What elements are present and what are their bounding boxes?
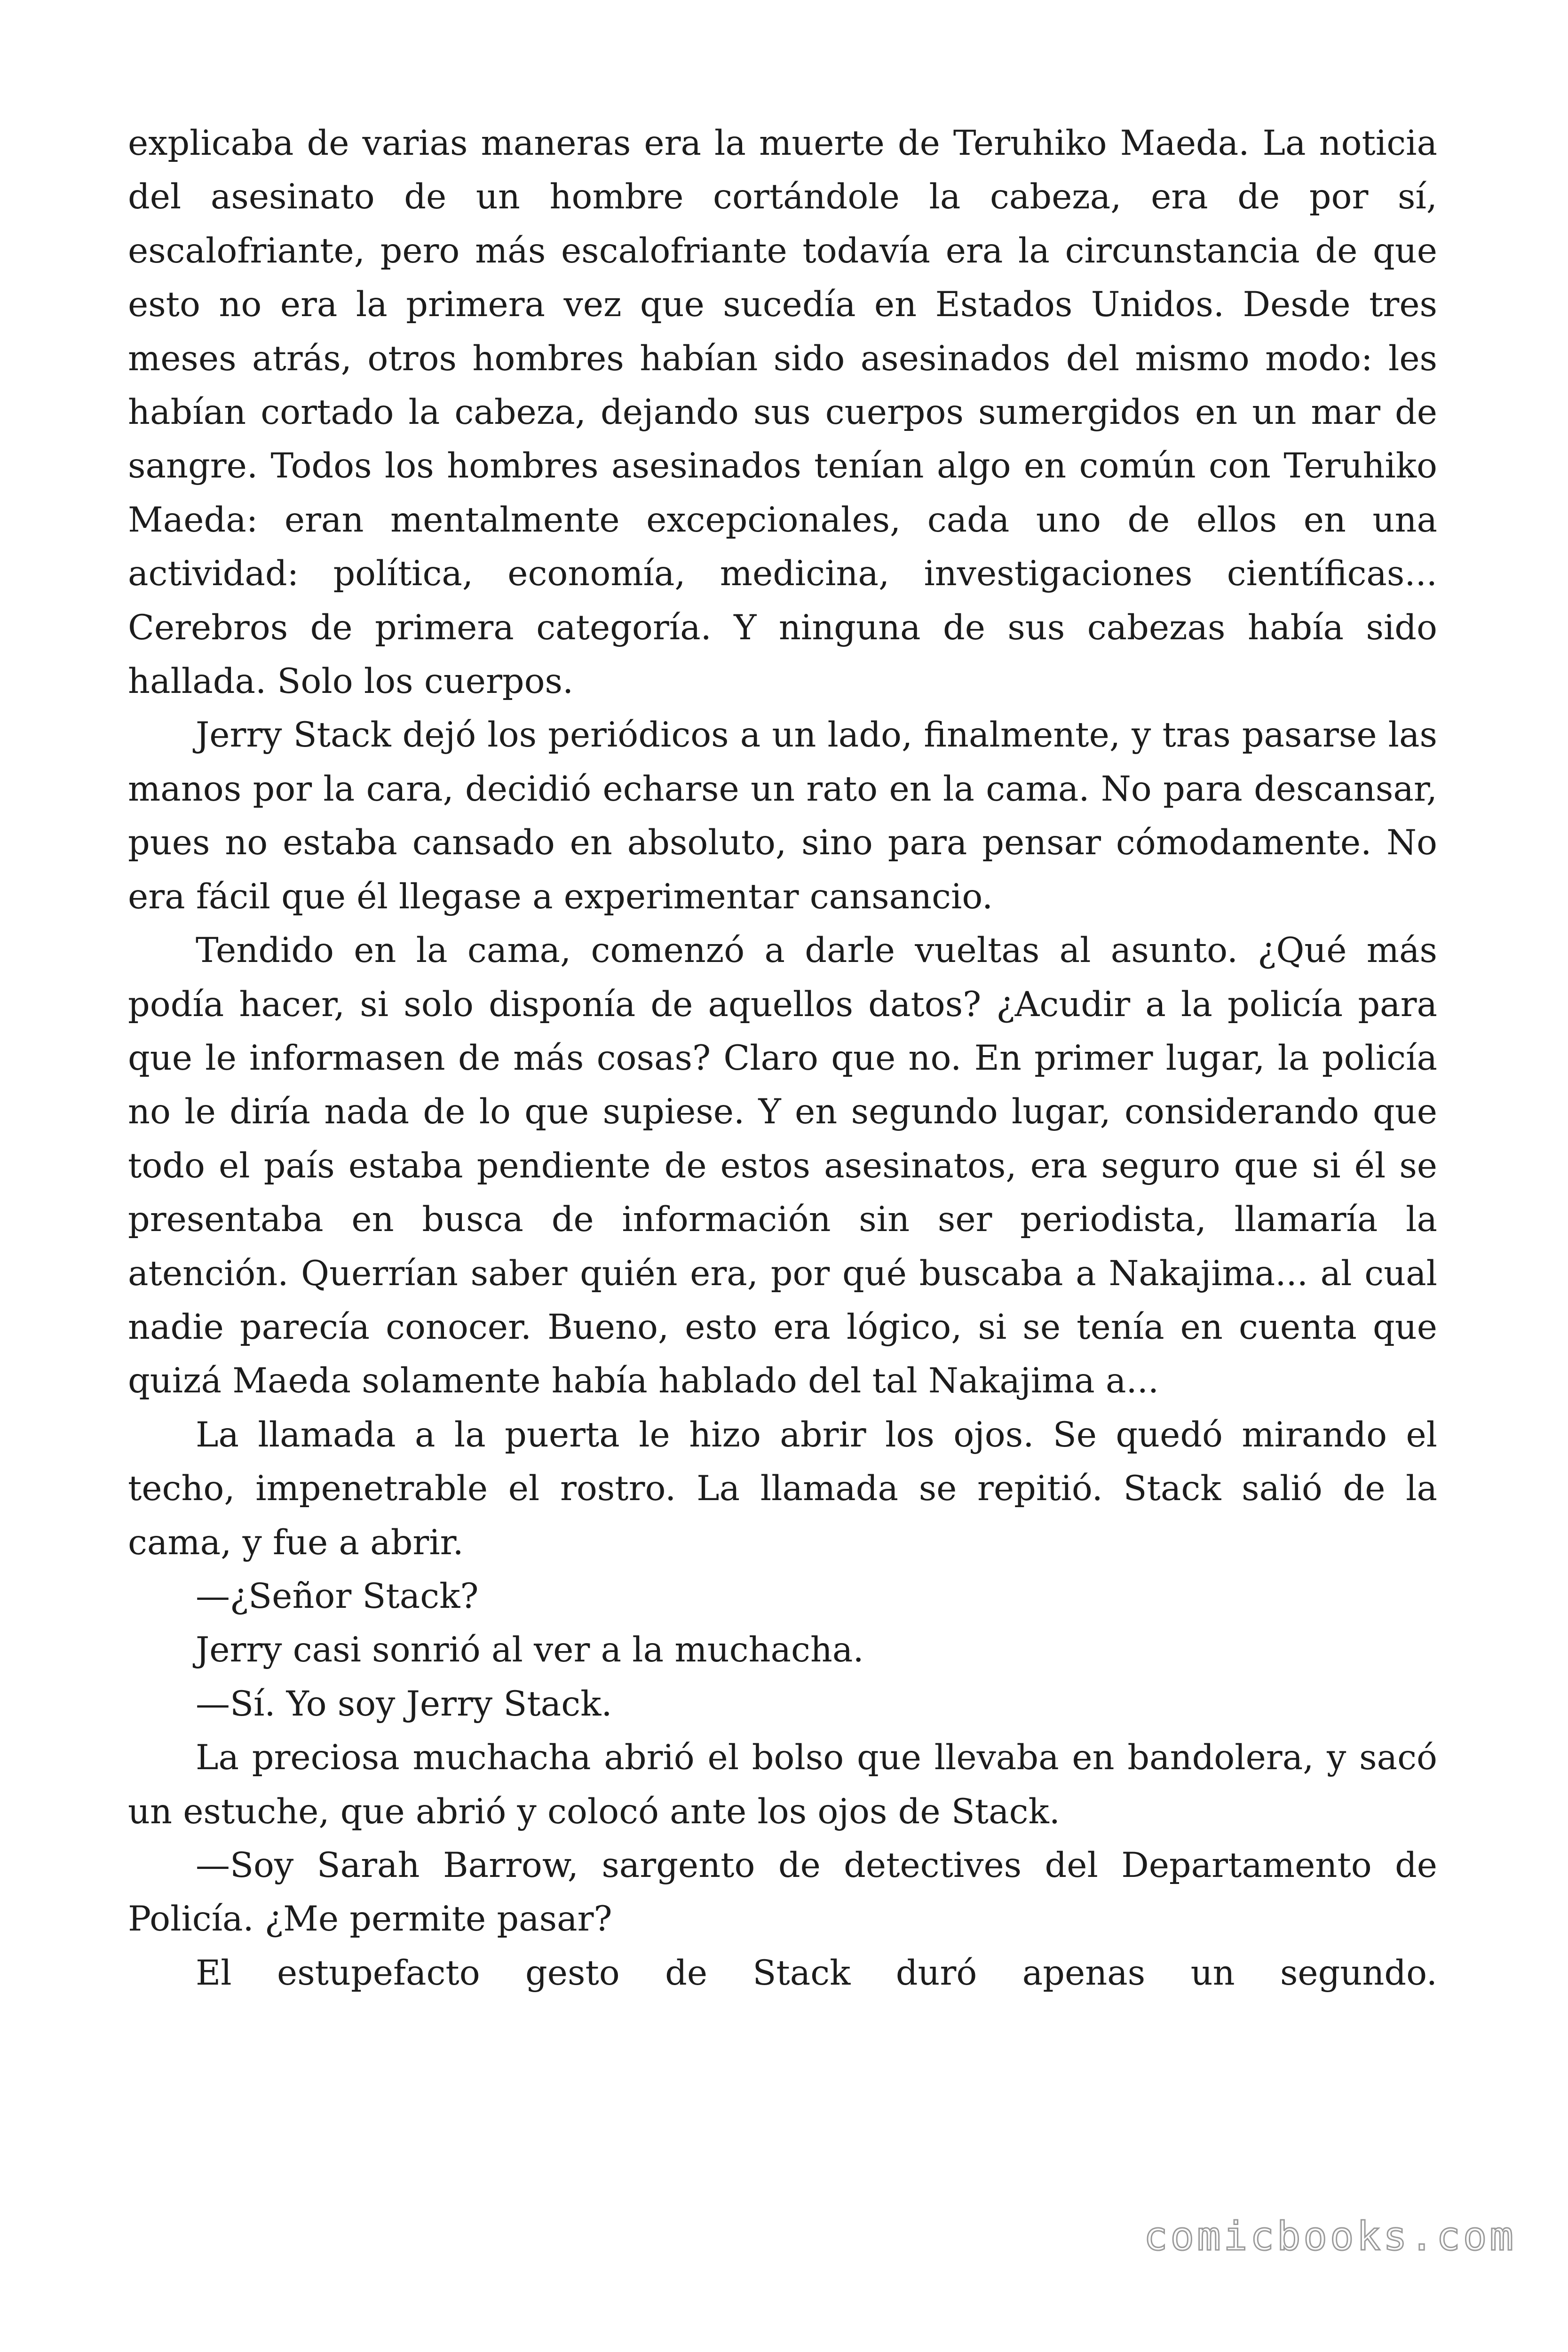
paragraph-5: —¿Señor Stack? [196,1576,479,1616]
paragraph-2: Jerry Stack dejó los periódicos a un lado, finalmente, y tras pasarse las manos por la cara, decidió echarse un rato en la cama. No para descansar, pues no estaba cansado en absoluto, sino para pensar cómodamente. No era fácil que él llegase a experimentar cansancio. [128,715,1437,917]
paragraph-6: Jerry casi sonrió al ver a la muchacha. [196,1630,864,1670]
watermark: comicbooks.com [1143,2213,1516,2259]
paragraph-4: La llamada a la puerta le hizo abrir los ojos. Se quedó mirando el techo, impenetrable el rostro. La llamada se repitió. Stack salió de la cama, y fue a abrir. [128,1414,1437,1563]
paragraph-10: El estupefacto gesto de Stack duró apenas un segundo. [196,1953,1437,1993]
paragraph-8: La preciosa muchacha abrió el bolso que llevaba en bandolera, y sacó un estuche, que abrió y colocó ante los ojos de Stack. [128,1738,1437,1832]
paragraph-9: —Soy Sarah Barrow, sargento de detectives del Departamento de Policía. ¿Me permite pasar? [128,1845,1437,1939]
paragraph-1: explicaba de varias maneras era la muerte de Teruhiko Maeda. La noticia del asesinato de un hombre cortándole la cabeza, era de por sí, escalofriante, pero más escalofriante todavía era la circunstancia de que esto no era la primera vez que sucedía en Estados Unidos. Desde tres meses atrás, otros hombres habían sido asesinados del mismo modo: les habían cortado la cabeza, dejando sus cuerpos sumergidos en un mar de sangre. Todos los hombres asesinados tenían algo en común con Teruhiko Maeda: eran mentalmente excepcionales, cada uno de ellos en una actividad: política, economía, medicina, investigaciones científicas... Cerebros de primera categoría. Y ninguna de sus cabezas había sido hallada. Solo los cuerpos. [128,123,1437,702]
page-body [128,117,1437,2000]
paragraph-3: Tendido en la cama, comenzó a darle vueltas al asunto. ¿Qué más podía hacer, si solo disponía de aquellos datos? ¿Acudir a la policía para que le informasen de más cosas? Claro que no. En primer lugar, la policía no le diría nada de lo que supiese. Y en segundo lugar, considerando que todo el país estaba pendiente de estos asesinatos, era seguro que si él se presentaba en busca de información sin ser periodista, llamaría la atención. Querrían saber quién era, por qué buscaba a Nakajima... al cual nadie parecía conocer. Bueno, esto era lógico, si se tenía en cuenta que quizá Maeda solamente había hablado del tal Nakajima a... [128,930,1437,1401]
paragraph-7: —Sí. Yo soy Jerry Stack. [196,1684,612,1724]
